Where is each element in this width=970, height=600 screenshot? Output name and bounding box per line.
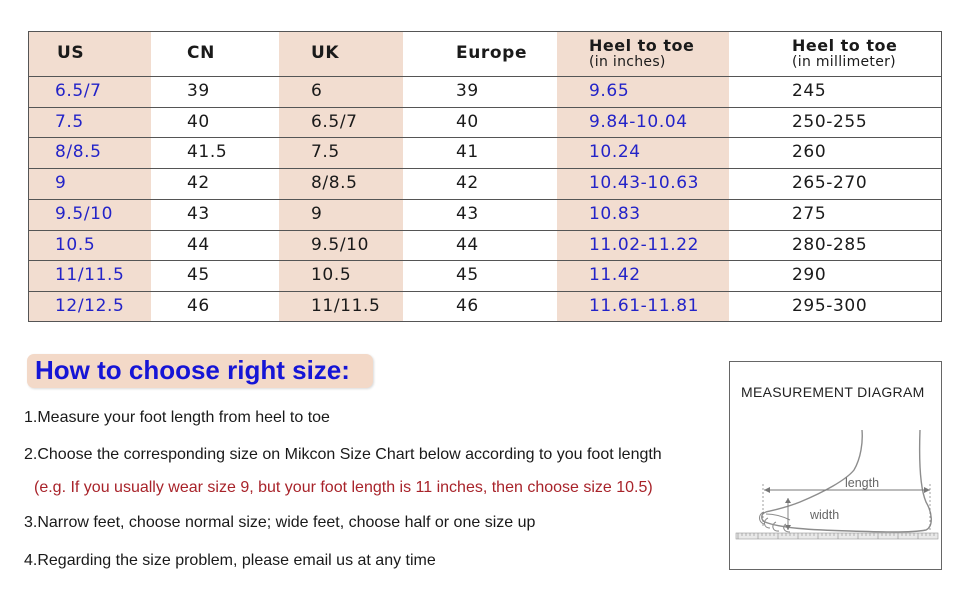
cell-mm: 265-270 <box>792 173 868 193</box>
cell-europe: 42 <box>456 173 479 193</box>
step-1: 1.Measure your foot length from heel to toe <box>24 409 330 426</box>
cell-uk: 6.5/7 <box>311 112 358 132</box>
cell-us: 9 <box>55 173 67 193</box>
cell-us: 12/12.5 <box>55 296 125 316</box>
diagram-title: MEASUREMENT DIAGRAM <box>741 384 925 400</box>
cell-uk: 7.5 <box>311 142 340 162</box>
row-divider <box>29 76 941 77</box>
cell-europe: 45 <box>456 265 479 285</box>
cell-europe: 43 <box>456 204 479 224</box>
cell-mm: 260 <box>792 142 827 162</box>
cell-mm: 295-300 <box>792 296 868 316</box>
length-arrow-right <box>924 487 930 493</box>
header-us: US <box>57 43 85 63</box>
header-heel-to-toe-mm <box>792 38 897 70</box>
cell-us: 10.5 <box>55 235 96 255</box>
header-europe: Europe <box>456 43 528 63</box>
header-heel-mm-title: Heel to toe <box>792 36 898 55</box>
cell-inches: 10.24 <box>589 142 641 162</box>
cell-cn: 41.5 <box>187 142 228 162</box>
width-arrow-top <box>785 498 791 503</box>
header-uk: UK <box>311 43 340 63</box>
cell-cn: 42 <box>187 173 210 193</box>
cell-inches: 10.83 <box>589 204 641 224</box>
cell-inches: 9.84-10.04 <box>589 112 688 132</box>
cell-mm: 290 <box>792 265 827 285</box>
cell-inches: 9.65 <box>589 81 630 101</box>
cell-us: 7.5 <box>55 112 84 132</box>
header-heel-inches-title: Heel to toe <box>589 36 695 55</box>
header-cn: CN <box>187 43 215 63</box>
cell-cn: 44 <box>187 235 210 255</box>
step-2: 2.Choose the corresponding size on Mikcon Size Chart below according to you foot length <box>24 446 662 463</box>
cell-uk: 6 <box>311 81 323 101</box>
row-divider <box>29 137 941 138</box>
cell-uk: 9.5/10 <box>311 235 369 255</box>
how-to-choose-title: How to choose right size: <box>35 355 350 385</box>
cell-inches: 10.43-10.63 <box>589 173 700 193</box>
toes <box>760 512 791 532</box>
foot-illustration <box>730 362 943 571</box>
cell-uk: 8/8.5 <box>311 173 358 193</box>
cell-europe: 46 <box>456 296 479 316</box>
cell-cn: 39 <box>187 81 210 101</box>
cell-mm: 245 <box>792 81 827 101</box>
cell-us: 6.5/7 <box>55 81 102 101</box>
width-label: width <box>810 508 840 522</box>
cell-cn: 40 <box>187 112 210 132</box>
cell-cn: 43 <box>187 204 210 224</box>
header-heel-to-toe-inches <box>589 38 694 70</box>
step-3: 3.Narrow feet, choose normal size; wide feet, choose half or one size up <box>24 514 536 531</box>
cell-inches: 11.42 <box>589 265 641 285</box>
cell-europe: 41 <box>456 142 479 162</box>
cell-europe: 39 <box>456 81 479 101</box>
cell-inches: 11.02-11.22 <box>589 235 700 255</box>
cell-europe: 44 <box>456 235 479 255</box>
length-label: length <box>845 476 880 490</box>
cell-mm: 250-255 <box>792 112 868 132</box>
size-chart-table <box>28 31 942 322</box>
cell-us: 9.5/10 <box>55 204 113 224</box>
cell-inches: 11.61-11.81 <box>589 296 700 316</box>
how-to-choose-banner <box>27 354 373 388</box>
row-divider <box>29 168 941 169</box>
example-note: (e.g. If you usually wear size 9, but your foot length is 11 inches, then choose size 10.5) <box>34 479 653 496</box>
header-heel-inches-unit: (in inches) <box>589 54 666 70</box>
row-divider <box>29 260 941 261</box>
measurement-diagram <box>729 361 942 570</box>
row-divider <box>29 107 941 108</box>
cell-uk: 9 <box>311 204 323 224</box>
cell-uk: 10.5 <box>311 265 352 285</box>
step-4: 4.Regarding the size problem, please email us at any time <box>24 552 436 569</box>
cell-us: 11/11.5 <box>55 265 125 285</box>
length-arrow-left <box>764 487 770 493</box>
row-divider <box>29 291 941 292</box>
row-divider <box>29 199 941 200</box>
cell-mm: 280-285 <box>792 235 868 255</box>
cell-us: 8/8.5 <box>55 142 102 162</box>
cell-cn: 45 <box>187 265 210 285</box>
cell-uk: 11/11.5 <box>311 296 381 316</box>
cell-mm: 275 <box>792 204 827 224</box>
header-heel-mm-unit: (in millimeter) <box>792 54 896 70</box>
cell-cn: 46 <box>187 296 210 316</box>
cell-europe: 40 <box>456 112 479 132</box>
row-divider <box>29 230 941 231</box>
